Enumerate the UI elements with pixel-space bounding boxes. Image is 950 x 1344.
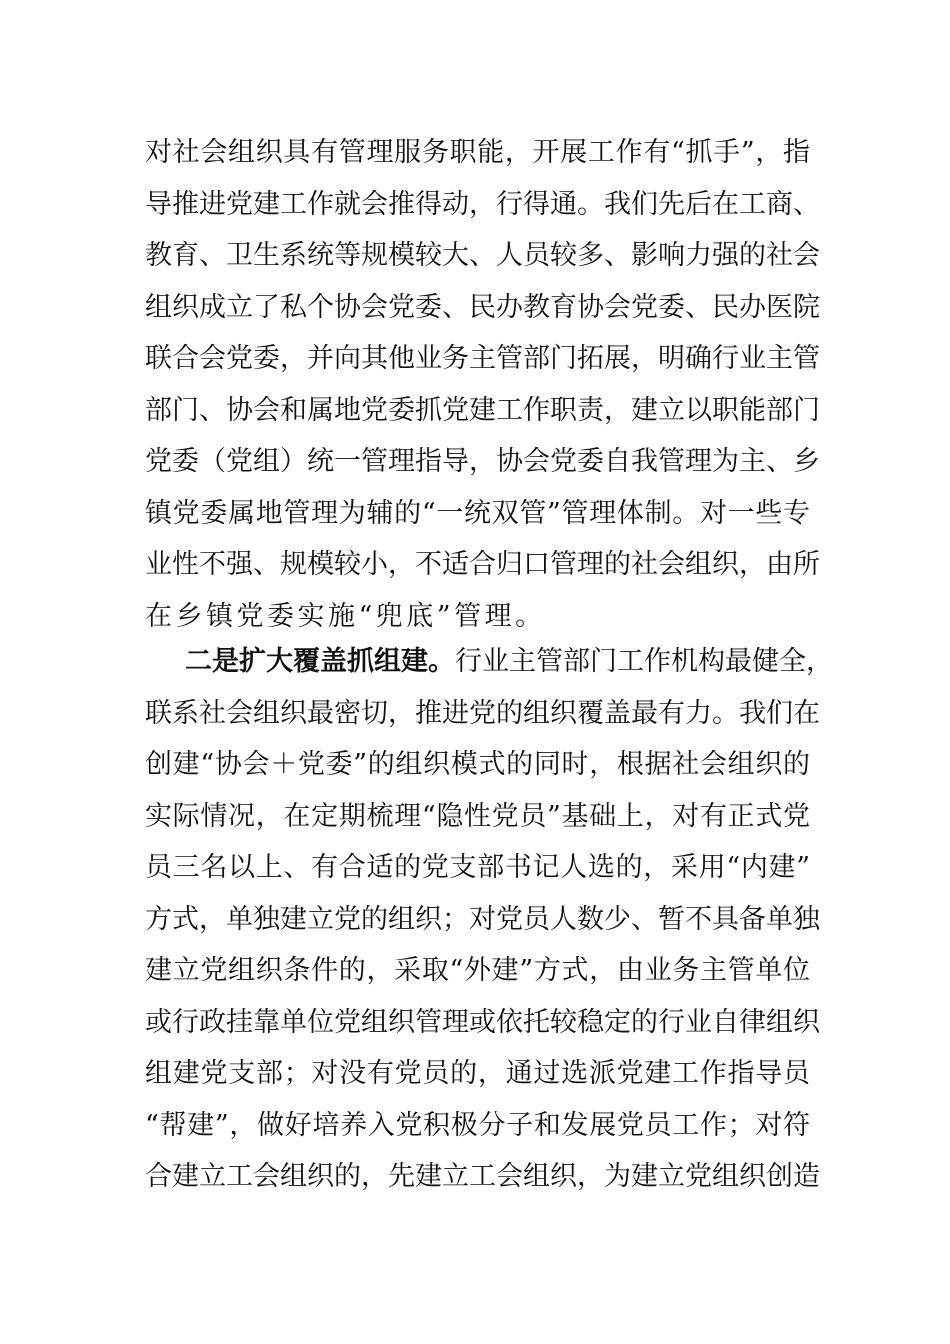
text-line: 在乡镇党委实施“兜底”管理。 bbox=[145, 600, 546, 632]
paragraph-1 bbox=[145, 127, 820, 642]
text-line: 组建党支部；对没有党员的，通过选派党建工作指导员 bbox=[145, 1058, 810, 1089]
paragraph-2 bbox=[145, 636, 833, 1203]
text-line: 建立党组织条件的，采取“外建”方式，由业务主管单位 bbox=[145, 955, 810, 986]
text-line: 导推进党建工作就会推得动，行得通。我们先后在工商、 bbox=[145, 188, 820, 220]
first-line-text: 行业主管部门工作机构最健全， bbox=[455, 646, 833, 677]
section-heading: 二是扩大覆盖抓组建。 bbox=[185, 646, 455, 677]
text-line: 联系社会组织最密切，推进党的组织覆盖最有力。我们在 bbox=[145, 697, 820, 729]
text-line: 或行政挂靠单位党组织管理或依托较稳定的行业自律组织 bbox=[145, 1006, 820, 1038]
text-line: 部门、协会和属地党委抓党建工作职责，建立以职能部门 bbox=[145, 394, 820, 426]
text-line: 创建“协会＋党委”的组织模式的同时，根据社会组织的 bbox=[145, 749, 810, 780]
text-line: “帮建”，做好培养入党积极分子和发展党员工作；对符 bbox=[145, 1109, 810, 1141]
text-line: 镇党委属地管理为辅的“一统双管”管理体制。对一些专 bbox=[145, 497, 810, 529]
text-line: 党委（党组）统一管理指导，协会党委自我管理为主、乡 bbox=[145, 446, 820, 477]
text-line: 业性不强、规模较小，不适合归口管理的社会组织，由所 bbox=[145, 549, 820, 580]
text-line: 实际情况，在定期梳理“隐性党员”基础上，对有正式党 bbox=[145, 800, 810, 832]
text-line: 合建立工会组织的，先建立工会组织，为建立党组织创造 bbox=[145, 1161, 820, 1192]
text-line: 对社会组织具有管理服务职能，开展工作有“抓手”，指 bbox=[145, 137, 810, 168]
text-line: 教育、卫生系统等规模较大、人员较多、影响力强的社会 bbox=[145, 240, 820, 271]
first-line bbox=[145, 636, 833, 688]
text-line: 员三名以上、有合适的党支部书记人选的，采用“内建” bbox=[145, 852, 810, 883]
text-line: 联合会党委，并向其他业务主管部门拓展，明确行业主管 bbox=[145, 343, 820, 374]
text-line: 方式，单独建立党的组织；对党员人数少、暂不具备单独 bbox=[145, 903, 820, 935]
text-line: 组织成立了私个协会党委、民办教育协会党委、民办医院 bbox=[145, 291, 820, 323]
